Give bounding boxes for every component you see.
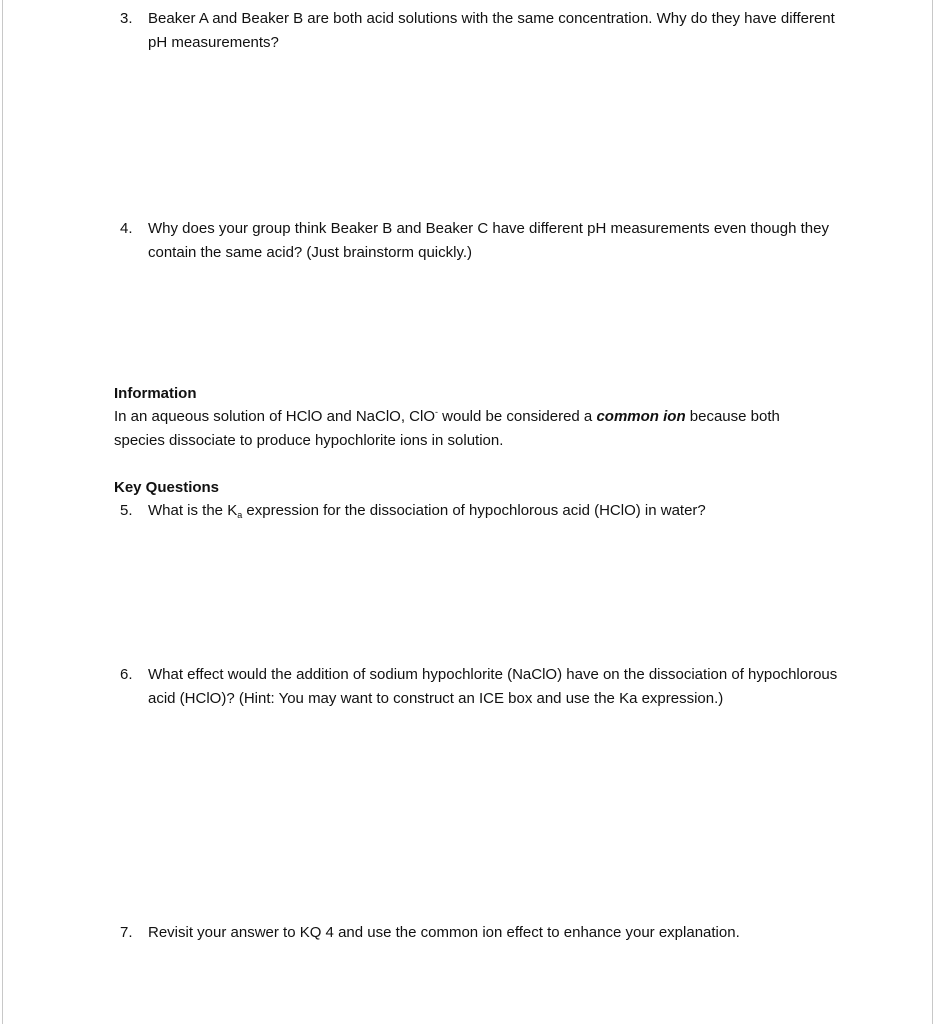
question-6 — [120, 663, 840, 711]
page-right-border — [932, 0, 933, 1024]
question-6-number: 6. — [120, 666, 133, 683]
question-3 — [120, 7, 840, 55]
question-7-text: Revisit your answer to KQ 4 and use the common ion effect to enhance your explanation. — [148, 924, 740, 941]
question-5-subscript: a — [237, 510, 243, 520]
information-paragraph — [114, 405, 814, 453]
question-5-text-before: What is the K — [148, 502, 238, 519]
key-questions-heading: Key Questions — [114, 479, 220, 496]
information-text-part1: In an aqueous solution of HClO and NaClO, ClO — [114, 408, 435, 425]
information-heading: Information — [114, 385, 197, 402]
question-3-number: 3. — [120, 10, 133, 27]
question-5 — [120, 499, 840, 523]
page-left-border — [2, 0, 3, 1024]
question-5-number: 5. — [120, 502, 133, 519]
question-4-text: Why does your group think Beaker B and Beaker C have different pH measurements even though they contain the same acid? (Just brainstorm quickly.) — [148, 220, 829, 261]
question-6-text: What effect would the addition of sodium hypochlorite (NaClO) have on the dissociation of hypochlorous acid (HClO)? (Hint: You may want to construct an ICE box and use the Ka expression.) — [148, 666, 838, 707]
information-emphasis: common ion — [596, 408, 686, 425]
question-5-text — [148, 499, 840, 523]
question-5-text-after: expression for the dissociation of hypochlorous acid (HClO) in water? — [242, 502, 706, 519]
question-4-number: 4. — [120, 220, 133, 237]
question-4 — [120, 217, 840, 265]
information-text-part2: would be considered a — [438, 408, 597, 425]
question-3-text: Beaker A and Beaker B are both acid solutions with the same concentration. Why do they have different pH measurements? — [148, 10, 835, 51]
information-superscript: - — [435, 407, 438, 417]
information-text-part3: because both species dissociate to produce hypochlorite ions in solution. — [114, 408, 780, 449]
question-7 — [120, 921, 840, 945]
question-7-number: 7. — [120, 924, 133, 941]
